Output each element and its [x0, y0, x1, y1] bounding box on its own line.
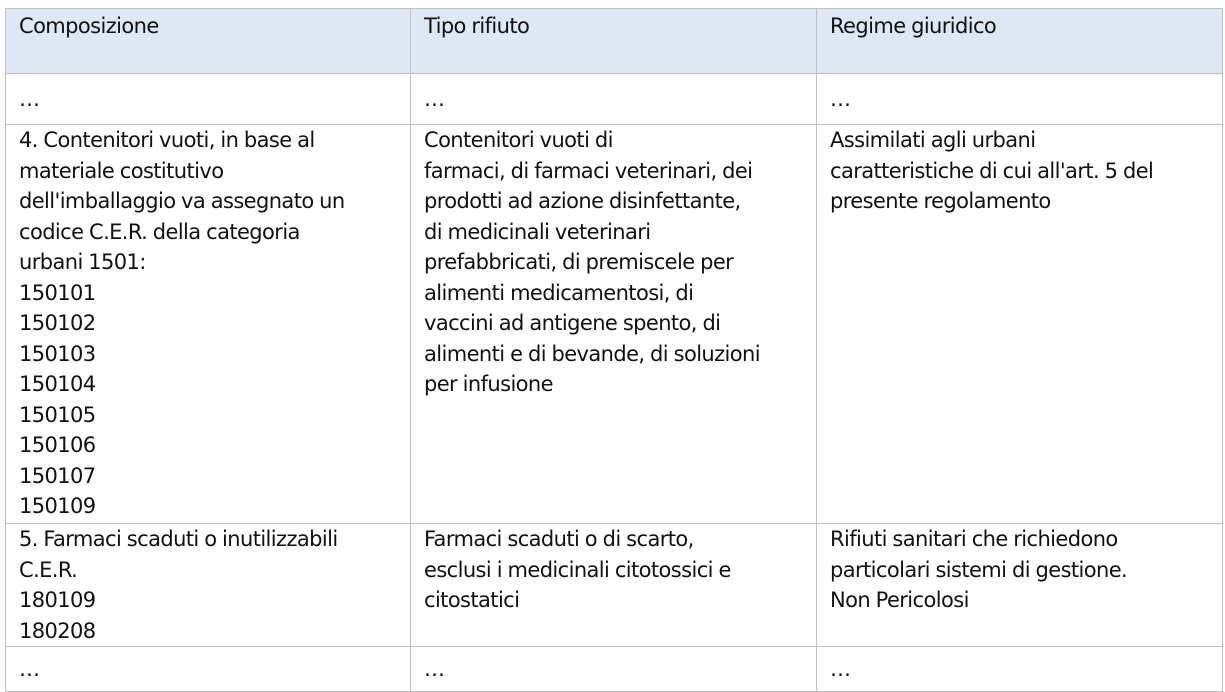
cell-text: prodotti ad azione disinfettante, [424, 189, 741, 213]
cell-text: Rifiuti sanitari che richiedono [830, 527, 1118, 551]
cell-regime-giuridico [817, 647, 1223, 692]
cell-text: di medicinali veterinari [424, 219, 651, 244]
column-header-composizione: Composizione [6, 9, 411, 74]
table-row [6, 74, 1223, 125]
cell-text: citostatici [424, 588, 520, 612]
cell-text: alimenti e di bevande, di soluzioni [424, 341, 760, 366]
cell-text: per infusione [424, 372, 553, 396]
cell-regime-giuridico [817, 125, 1223, 524]
cell-composizione [6, 125, 411, 524]
cell-tipo-rifiuto [411, 524, 817, 647]
cell-text: dell'imballaggio va assegnato un [19, 189, 345, 213]
cell-text: … [19, 87, 40, 111]
cell-tipo-rifiuto [411, 125, 817, 524]
cer-code: 150107 [19, 463, 96, 488]
cell-text: … [830, 87, 851, 111]
cell-composizione [6, 647, 411, 692]
cell-text: urbani 1501: [19, 250, 146, 274]
cell-text: esclusi i medicinali citotossici e [424, 557, 731, 582]
cell-text: C.E.R. [19, 557, 78, 582]
cer-code: 150104 [19, 372, 96, 396]
table-row [6, 524, 1223, 647]
cer-code: 180109 [19, 588, 96, 612]
cell-tipo-rifiuto [411, 74, 817, 125]
cell-regime-giuridico [817, 74, 1223, 125]
cell-text: … [19, 657, 40, 681]
cell-text: Assimilati agli urbani [830, 128, 1036, 152]
cell-text: presente regolamento [830, 189, 1051, 213]
table-row [6, 647, 1223, 692]
cer-code: 150101 [19, 280, 96, 305]
cer-code: 180208 [19, 618, 96, 643]
cell-regime-giuridico [817, 524, 1223, 647]
cell-text: materiale costitutivo [19, 158, 224, 183]
cell-text: … [830, 657, 851, 681]
cell-text: Contenitori vuoti di [424, 128, 613, 152]
table-row [6, 125, 1223, 524]
header-row [6, 9, 1223, 74]
cell-text: farmaci, di farmaci veterinari, dei [424, 158, 753, 183]
cer-code: 150109 [19, 494, 96, 518]
column-header-regime-giuridico: Regime giuridico [817, 9, 1223, 74]
cell-text: … [424, 87, 445, 111]
cell-text: alimenti medicamentosi, di [424, 280, 694, 305]
cell-text: codice C.E.R. della categoria [19, 219, 300, 244]
cell-text: Non Pericolosi [830, 588, 969, 612]
cell-text: … [424, 657, 445, 681]
cer-code: 150106 [19, 433, 96, 457]
cer-code: 150103 [19, 341, 96, 366]
cell-text: particolari sistemi di gestione. [830, 557, 1128, 582]
cell-tipo-rifiuto [411, 647, 817, 692]
cell-text: Farmaci scaduti o di scarto, [424, 527, 694, 551]
cell-composizione [6, 74, 411, 125]
column-header-tipo-rifiuto: Tipo rifiuto [411, 9, 817, 74]
cell-text: 5. Farmaci scaduti o inutilizzabili [19, 527, 338, 551]
cell-text: 4. Contenitori vuoti, in base al [19, 128, 315, 152]
cell-composizione [6, 524, 411, 647]
cell-text: caratteristiche di cui all'art. 5 del [830, 158, 1154, 183]
waste-classification-table [5, 8, 1223, 692]
cell-text: vaccini ad antigene spento, di [424, 311, 721, 335]
cell-text: prefabbricati, di premiscele per [424, 250, 734, 274]
cer-code: 150105 [19, 402, 96, 427]
cer-code: 150102 [19, 311, 96, 335]
